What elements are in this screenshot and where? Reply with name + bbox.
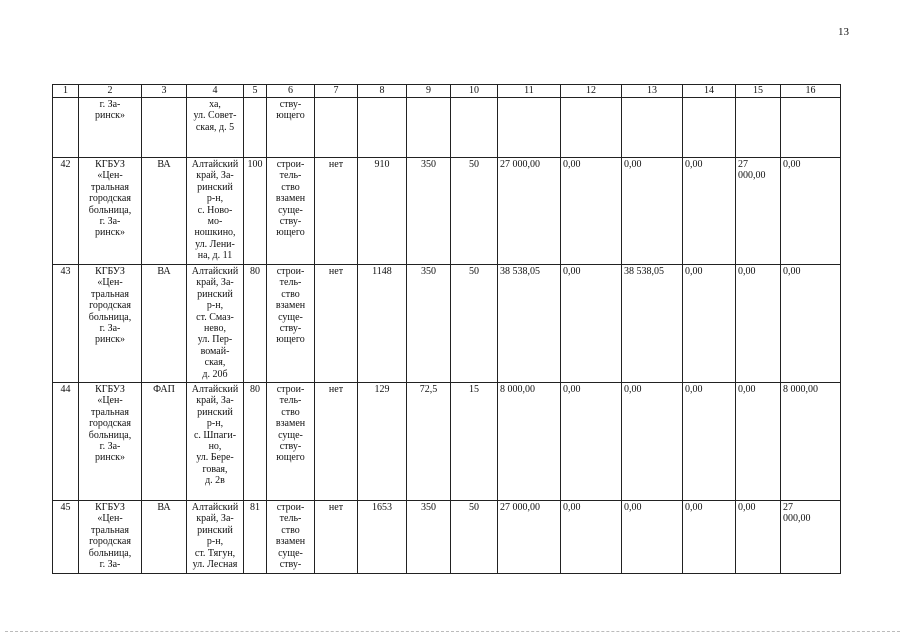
column-header: 3	[142, 85, 187, 98]
table-cell: 27 000,00	[498, 158, 561, 265]
table-cell: 0,00	[561, 265, 622, 383]
table-cell: 42	[53, 158, 79, 265]
table-cell: 0,00	[622, 158, 683, 265]
column-header: 7	[315, 85, 358, 98]
table-cell	[622, 98, 683, 158]
table-cell: ству- ющего	[267, 98, 315, 158]
table-cell	[451, 98, 498, 158]
table-cell	[683, 98, 736, 158]
table-cell: нет	[315, 383, 358, 501]
table-cell: 27 000,00	[498, 501, 561, 574]
table-cell: 350	[407, 265, 451, 383]
table-cell	[53, 98, 79, 158]
table-cell	[407, 98, 451, 158]
table-cell: 1653	[358, 501, 407, 574]
table-cell: 81	[244, 501, 267, 574]
table-cell: 0,00	[561, 501, 622, 574]
table-cell: ха, ул. Совет- ская, д. 5	[187, 98, 244, 158]
table-cell: ВА	[142, 158, 187, 265]
column-header: 6	[267, 85, 315, 98]
column-header: 1	[53, 85, 79, 98]
column-header: 2	[79, 85, 142, 98]
table-cell: 0,00	[736, 383, 781, 501]
column-header: 16	[781, 85, 841, 98]
column-header: 11	[498, 85, 561, 98]
column-header: 5	[244, 85, 267, 98]
table-cell: нет	[315, 501, 358, 574]
table-cell: 0,00	[683, 383, 736, 501]
table-cell: 1148	[358, 265, 407, 383]
table-cell: Алтайский край, За- ринский р-н, с. Ново- мо- ношкино, ул. Лени- на, д. 11	[187, 158, 244, 265]
table-cell: 129	[358, 383, 407, 501]
table-cell: строи- тель- ство взамен суще- ству- ющего	[267, 158, 315, 265]
table-cell: г. За- ринск»	[79, 98, 142, 158]
page-number: 13	[838, 26, 849, 38]
table-cell: 43	[53, 265, 79, 383]
table-cell: Алтайский край, За- ринский р-н, с. Шпаги- но, ул. Бере- говая, д. 2в	[187, 383, 244, 501]
table-row	[53, 501, 841, 574]
table-cell: 0,00	[561, 158, 622, 265]
table-cell: 910	[358, 158, 407, 265]
table-cell	[244, 98, 267, 158]
table-cell: 350	[407, 501, 451, 574]
table-cell: 0,00	[781, 158, 841, 265]
table-cell	[561, 98, 622, 158]
table-cell: 80	[244, 265, 267, 383]
table-cell: нет	[315, 265, 358, 383]
table-cell: ВА	[142, 501, 187, 574]
table-cell: 27 000,00	[736, 158, 781, 265]
column-header: 8	[358, 85, 407, 98]
page-bottom-rule	[5, 631, 900, 633]
table-cell: 100	[244, 158, 267, 265]
table-cell	[315, 98, 358, 158]
table-cell	[781, 98, 841, 158]
table-cell: строи- тель- ство взамен суще- ству- ющего	[267, 383, 315, 501]
table-cell: 80	[244, 383, 267, 501]
table-cell: ВА	[142, 265, 187, 383]
table-cell: 50	[451, 265, 498, 383]
column-header: 13	[622, 85, 683, 98]
table-cell: 0,00	[736, 501, 781, 574]
table-row	[53, 158, 841, 265]
facilities-table	[52, 84, 841, 574]
table-cell: КГБУЗ «Цен- тральная городская больница, г. За-	[79, 501, 142, 574]
table-cell: строи- тель- ство взамен суще- ству- ющего	[267, 265, 315, 383]
table-row	[53, 98, 841, 158]
table-row	[53, 265, 841, 383]
table-cell: 0,00	[683, 158, 736, 265]
table-cell: нет	[315, 158, 358, 265]
column-header: 12	[561, 85, 622, 98]
table-cell	[498, 98, 561, 158]
table-cell: 44	[53, 383, 79, 501]
table-cell: 15	[451, 383, 498, 501]
table-cell: строи- тель- ство взамен суще- ству-	[267, 501, 315, 574]
table-cell: 0,00	[561, 383, 622, 501]
table-cell: 0,00	[736, 265, 781, 383]
table-row	[53, 383, 841, 501]
column-header: 4	[187, 85, 244, 98]
column-header: 14	[683, 85, 736, 98]
column-header: 9	[407, 85, 451, 98]
table-cell: 38 538,05	[622, 265, 683, 383]
table-cell	[736, 98, 781, 158]
table-cell: 0,00	[622, 501, 683, 574]
table-cell: 50	[451, 158, 498, 265]
table-cell: Алтайский край, За- ринский р-н, ст. Тягун, ул. Лесная	[187, 501, 244, 574]
table-cell: 50	[451, 501, 498, 574]
table-cell: 8 000,00	[781, 383, 841, 501]
table-header-row	[53, 85, 841, 98]
table-cell: КГБУЗ «Цен- тральная городская больница, г. За- ринск»	[79, 158, 142, 265]
table-cell	[358, 98, 407, 158]
table-cell: 350	[407, 158, 451, 265]
table-cell: 0,00	[683, 501, 736, 574]
table-cell: 0,00	[683, 265, 736, 383]
table-cell: 38 538,05	[498, 265, 561, 383]
column-header: 10	[451, 85, 498, 98]
table-cell: 0,00	[781, 265, 841, 383]
table-cell: ФАП	[142, 383, 187, 501]
column-header: 15	[736, 85, 781, 98]
table-cell	[142, 98, 187, 158]
table-cell: 0,00	[622, 383, 683, 501]
table-cell: 8 000,00	[498, 383, 561, 501]
table-cell: 27 000,00	[781, 501, 841, 574]
table-cell: КГБУЗ «Цен- тральная городская больница, г. За- ринск»	[79, 265, 142, 383]
table-cell: 45	[53, 501, 79, 574]
table-cell: 72,5	[407, 383, 451, 501]
table-cell: Алтайский край, За- ринский р-н, ст. Смаз- нево, ул. Пер- вомай- ская, д. 20б	[187, 265, 244, 383]
table-cell: КГБУЗ «Цен- тральная городская больница, г. За- ринск»	[79, 383, 142, 501]
